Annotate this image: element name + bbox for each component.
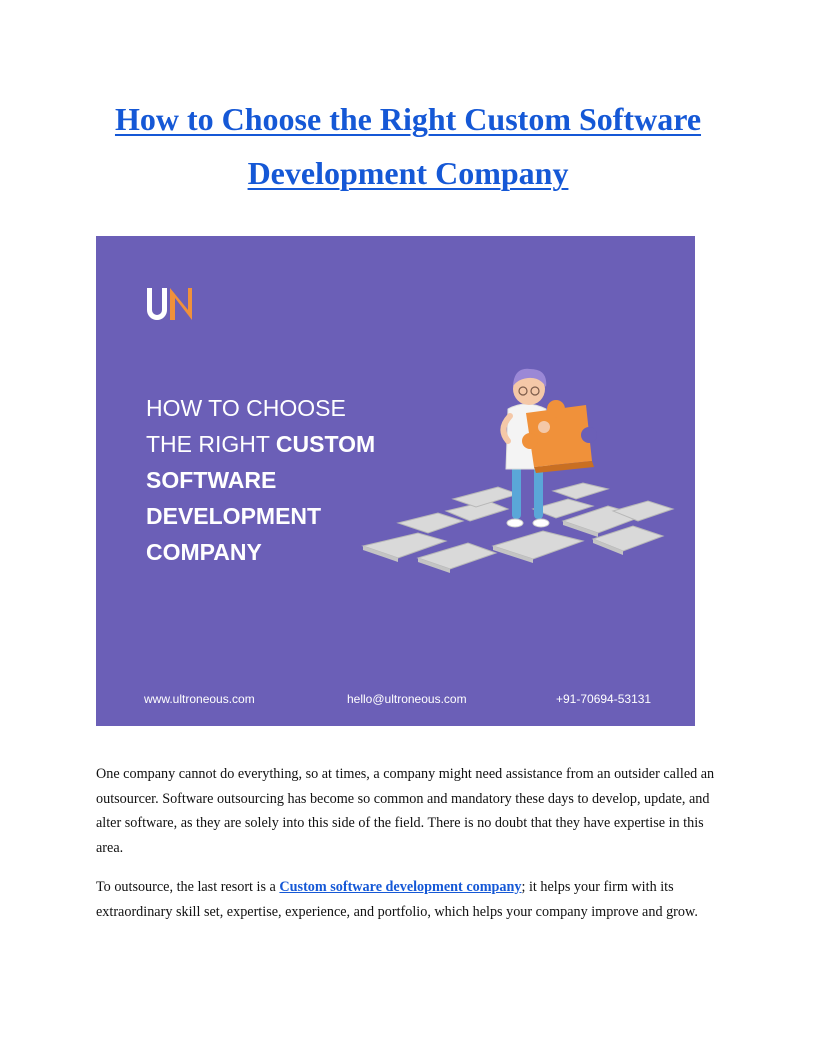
- title-link[interactable]: [115, 101, 701, 191]
- banner-heading-line-1: HOW TO CHOOSE: [146, 395, 346, 421]
- hero-banner-image: [96, 236, 695, 726]
- banner-heading-line-2-bold: CUSTOM: [275, 431, 376, 457]
- outsource-paragraph-start: To outsource, the last resort is a: [96, 879, 280, 895]
- banner-email: hello@ultroneous.com: [347, 692, 467, 706]
- intro-paragraph: One company cannot do everything, so at times, a company might need assistance from an outsider called an outsourcer. Software outsourcing has become so common and mandatory these days to develop, update, and alter software, as they are solely into this side of the field. There is no doubt that they have expertise in this area.: [96, 766, 715, 856]
- banner-phone: +91-70694-53131: [556, 692, 652, 706]
- title-line-2: Development Company: [247, 155, 569, 191]
- outsource-paragraph: [96, 875, 724, 924]
- outsource-paragraph-end: ; it helps your firm with its extraordinary skill set, expertise, experience, and portfolio, which helps your company improve and grow.: [96, 879, 698, 920]
- banner-heading-line-4: DEVELOPMENT: [146, 503, 322, 529]
- banner-footer: [144, 692, 654, 710]
- banner-heading-line-2-light: THE RIGHT: [146, 431, 276, 457]
- title-line-1: How to Choose the Right Custom Software: [114, 101, 702, 137]
- banner-website: www.ultroneous.com: [144, 692, 255, 706]
- banner-heading-line-5: COMPANY: [146, 539, 262, 565]
- banner-heading-line-3: SOFTWARE: [146, 467, 277, 493]
- person-holding-puzzle-piece-icon: [358, 361, 678, 576]
- ultroneous-logo-icon: [145, 286, 193, 322]
- document-title: [60, 92, 756, 200]
- custom-software-company-link[interactable]: Custom software development company: [279, 879, 522, 895]
